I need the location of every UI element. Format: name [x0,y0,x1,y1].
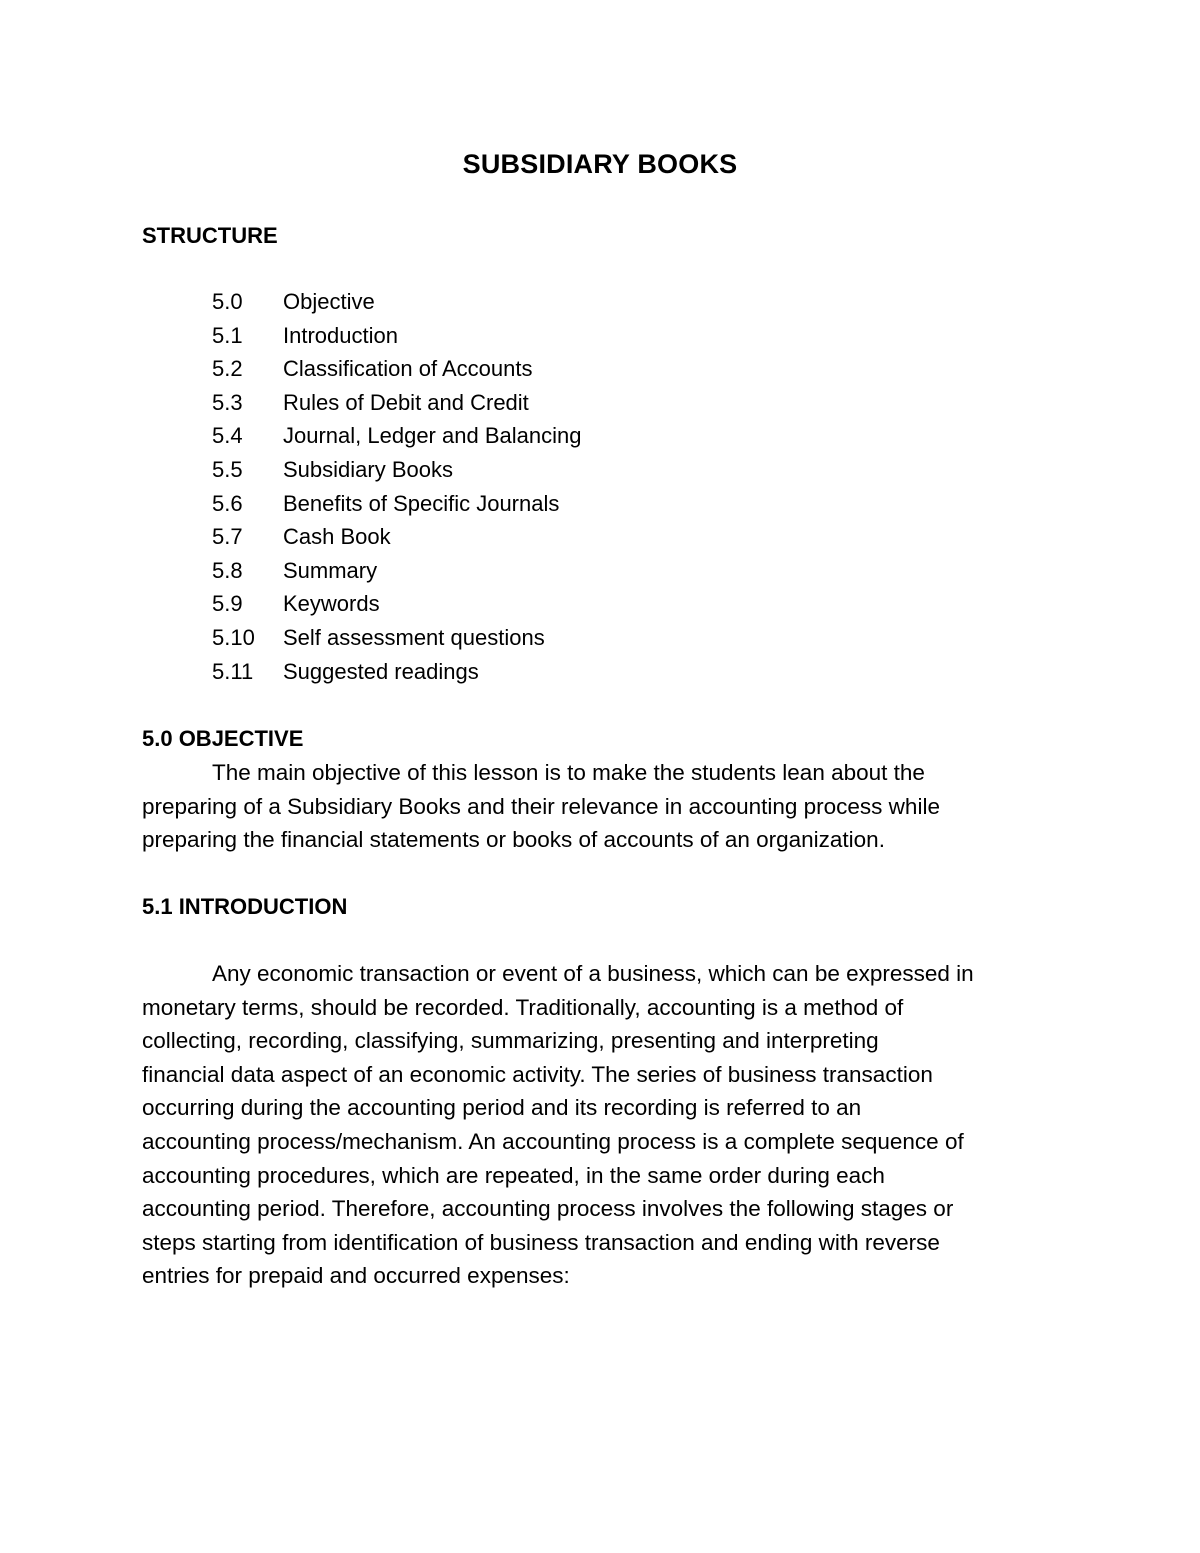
paragraph-line: monetary terms, should be recorded. Traditionally, accounting is a method of [142,994,904,1020]
toc-item [212,487,581,521]
toc-item-number: 5.6 [212,490,243,516]
toc-item-label: Self assessment questions [283,624,545,650]
paragraph-line: accounting period. Therefore, accounting process involves the following stages or [142,1196,954,1222]
toc-item-number: 5.7 [212,524,243,550]
paragraph-line: accounting procedures, which are repeated, in the same order during each [142,1162,885,1188]
toc-item-number: 5.9 [212,591,243,617]
toc-item-number: 5.10 [212,624,255,650]
toc-item [212,319,581,353]
paragraph-line: entries for prepaid and occurred expenses: [142,1263,570,1289]
toc-item-number: 5.8 [212,557,243,583]
introduction-paragraph [142,957,1072,1293]
paragraph-line: steps starting from identification of business transaction and ending with reverse [142,1229,940,1255]
toc-item [212,386,581,420]
toc-item [212,453,581,487]
paragraph-line: Any economic transaction or event of a business, which can be expressed in [212,961,974,986]
toc-item [212,621,581,655]
introduction-heading: 5.1 INTRODUCTION [142,894,348,919]
toc-item-label: Introduction [283,322,398,348]
toc-item-number: 5.3 [212,389,243,415]
paragraph-line: accounting process/mechanism. An accounting process is a complete sequence of [142,1128,964,1154]
paragraph-line: financial data aspect of an economic activity. The series of business transaction [142,1061,933,1087]
toc-item-number: 5.5 [212,456,243,482]
toc-item-number: 5.4 [212,423,243,449]
toc-item [212,655,581,689]
toc-item-label: Cash Book [283,524,391,550]
toc-item-label: Subsidiary Books [283,456,453,482]
paragraph-line: occurring during the accounting period and its recording is referred to an [142,1095,862,1121]
toc-item-label: Classification of Accounts [283,356,533,382]
objective-paragraph [142,756,1072,857]
toc-item [212,520,581,554]
table-of-contents [212,285,581,688]
structure-heading: STRUCTURE [142,223,278,248]
toc-item-label: Suggested readings [283,658,479,684]
toc-item [212,285,581,319]
toc-item-label: Rules of Debit and Credit [283,389,529,415]
document-title: SUBSIDIARY BOOKS [462,149,738,179]
toc-item [212,554,581,588]
paragraph-line: collecting, recording, classifying, summarizing, presenting and interpreting [142,1028,879,1054]
paragraph-line: preparing of a Subsidiary Books and their relevance in accounting process while [142,793,940,819]
toc-item-number: 5.11 [212,658,254,684]
toc-item-number: 5.1 [212,322,243,348]
toc-item-number: 5.0 [212,289,243,314]
toc-item-number: 5.2 [212,356,243,382]
toc-item-label: Keywords [283,591,380,617]
toc-item-label: Summary [283,557,378,583]
toc-item [212,587,581,621]
toc-item-label: Objective [283,289,375,314]
paragraph-line: The main objective of this lesson is to make the students lean about the [212,760,925,785]
paragraph-line: preparing the financial statements or books of accounts of an organization. [142,827,885,853]
toc-item [212,352,581,386]
objective-heading: 5.0 OBJECTIVE [142,726,304,751]
toc-item-label: Benefits of Specific Journals [283,490,560,516]
toc-item [212,419,581,453]
toc-item-label: Journal, Ledger and Balancing [283,423,582,449]
